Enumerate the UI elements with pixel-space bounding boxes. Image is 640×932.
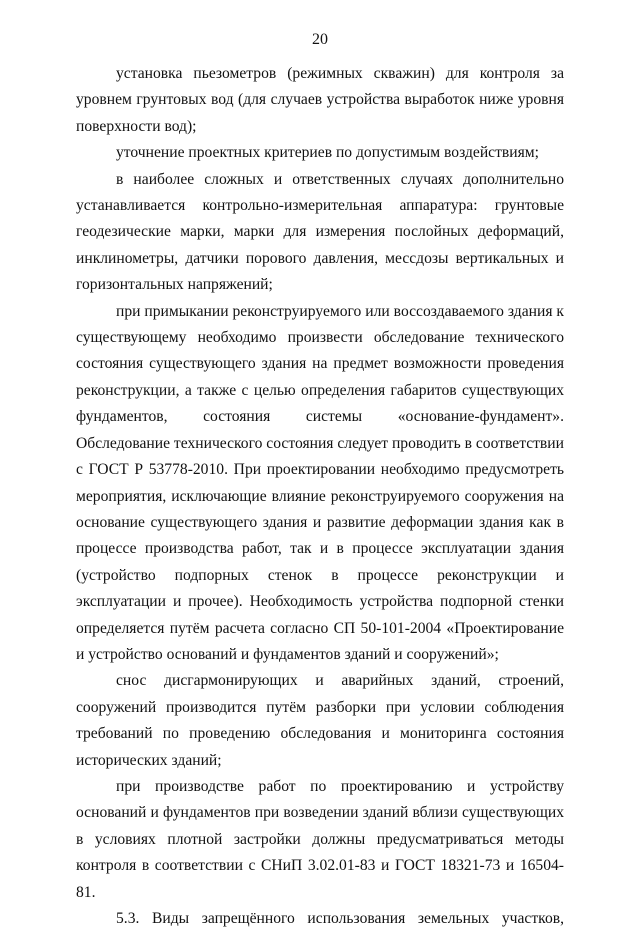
paragraph-design-criteria: уточнение проектных критериев по допустимым воздействиям; <box>116 144 540 162</box>
page-number: 20 <box>312 31 328 48</box>
paragraph-demolition: снос дисгармонирующих и аварийных зданий, строений, сооружений производится путём разборки при условии соблюдения требований по проведению обследования и мониторинга состояния исторических зданий; <box>76 672 564 769</box>
paragraph-instrumentation: в наиболее сложных и ответственных случаях дополнительно устанавливается контрольно-измерительная аппаратура: грунтовые геодезические марки, марки для измерения послойных деформаций, инклинометры, датчики порового давления, мессдозы вертикальных и горизонтальных напряжений; <box>76 170 564 294</box>
paragraph-foundation-control: при производстве работ по проектированию и устройству оснований и фундаментов при возведении зданий вблизи существующих в условиях плотной застройки должны предусматриваться методы контроля в соответствии с СНиП 3.02.01-83 и ГОСТ 18321-73 и 16504-81. <box>76 777 564 901</box>
paragraph-piezometers: установка пьезометров (режимных скважин) для контроля за уровнем грунтовых вод (для случаев устройства выработок ниже уровня поверхности вод); <box>76 65 564 135</box>
paragraph-section-5-3: 5.3. Виды запрещённого использования земельных участков, <box>116 910 564 927</box>
body-text <box>76 61 564 932</box>
paragraph-adjacent-building: при примыкании реконструируемого или воссоздаваемого здания к существующему необходимо произвести обследование технического состояния существующего здания на предмет возможности проведения реконструкции, а также с целью определения габаритов существующих фундаментов, состояния системы «основание-фундамент». Обследование технического состояния следует проводить в соответствии с ГОСТ Р 53778-2010. При проектировании необходимо предусмотреть мероприятия, исключающие влияние реконструируемого сооружения на основание существующего здания и развитие деформации здания как в процессе производства работ, так и в процессе эксплуатации здания (устройство подпорных стенок в процессе реконструкции и эксплуатации и прочее). Необходимость устройства подпорной стенки определяется путём расчета согласно СП 50-101-2004 «Проектирование и устройство оснований и фундаментов зданий и сооружений»; <box>76 302 564 663</box>
